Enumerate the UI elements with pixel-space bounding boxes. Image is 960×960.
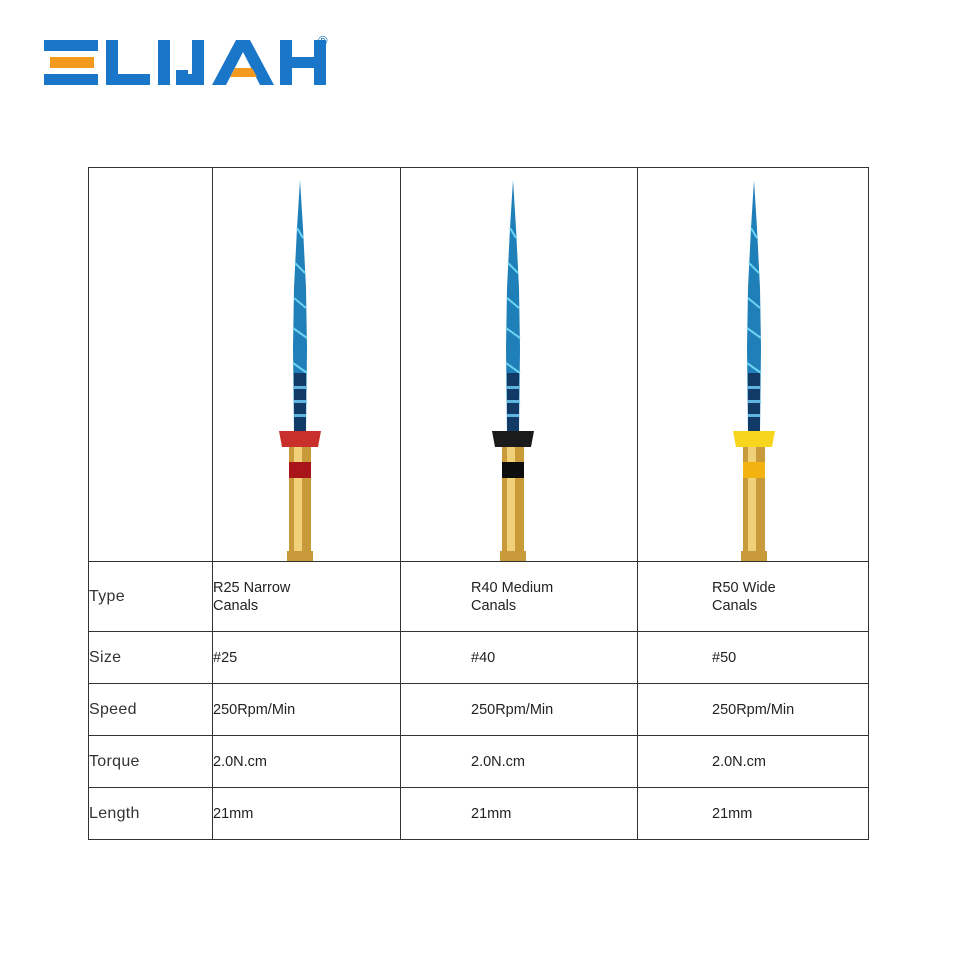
table-cell: #25 xyxy=(213,632,401,684)
row-label-torque: Torque xyxy=(89,736,213,788)
table-cell: #40 xyxy=(401,632,638,684)
endo-file-r50-icon xyxy=(638,168,869,561)
table-row-speed xyxy=(89,684,869,736)
table-row-size xyxy=(89,632,869,684)
empty-corner-cell xyxy=(89,168,213,562)
type-line: R50 Wide xyxy=(712,579,776,596)
type-line: R25 Narrow xyxy=(213,579,291,596)
row-label-size: Size xyxy=(89,632,213,684)
elijah-logo-graphic xyxy=(44,30,329,94)
elijah-logo xyxy=(44,30,344,94)
spec-table xyxy=(88,167,869,840)
table-cell: 250Rpm/Min xyxy=(213,684,401,736)
file-image-r40 xyxy=(401,168,638,562)
endo-file-r25-icon xyxy=(213,168,401,561)
table-cell: 2.0N.cm xyxy=(401,736,638,788)
table-row-torque xyxy=(89,736,869,788)
table-cell: #50 xyxy=(638,632,869,684)
table-cell: 21mm xyxy=(213,788,401,840)
endo-file-r40-icon xyxy=(401,168,638,561)
table-cell: 250Rpm/Min xyxy=(638,684,869,736)
table-cell: 250Rpm/Min xyxy=(401,684,638,736)
type-line: Canals xyxy=(712,597,758,614)
table-cell: 21mm xyxy=(401,788,638,840)
table-row-length xyxy=(89,788,869,840)
type-cell-r50 xyxy=(638,562,869,632)
table-cell: 2.0N.cm xyxy=(638,736,869,788)
type-cell-r25 xyxy=(213,562,401,632)
type-line: R40 Medium xyxy=(471,579,554,596)
file-image-r50 xyxy=(638,168,869,562)
type-cell-r40 xyxy=(401,562,638,632)
image-row xyxy=(89,168,869,562)
table-row-type xyxy=(89,562,869,632)
row-label-length: Length xyxy=(89,788,213,840)
registered-mark: ® xyxy=(318,33,328,48)
table-cell: 21mm xyxy=(638,788,869,840)
file-image-r25 xyxy=(213,168,401,562)
table-cell: 2.0N.cm xyxy=(213,736,401,788)
row-label-speed: Speed xyxy=(89,684,213,736)
type-line: Canals xyxy=(471,597,517,614)
row-label-type: Type xyxy=(89,562,213,632)
type-line: Canals xyxy=(213,597,259,614)
